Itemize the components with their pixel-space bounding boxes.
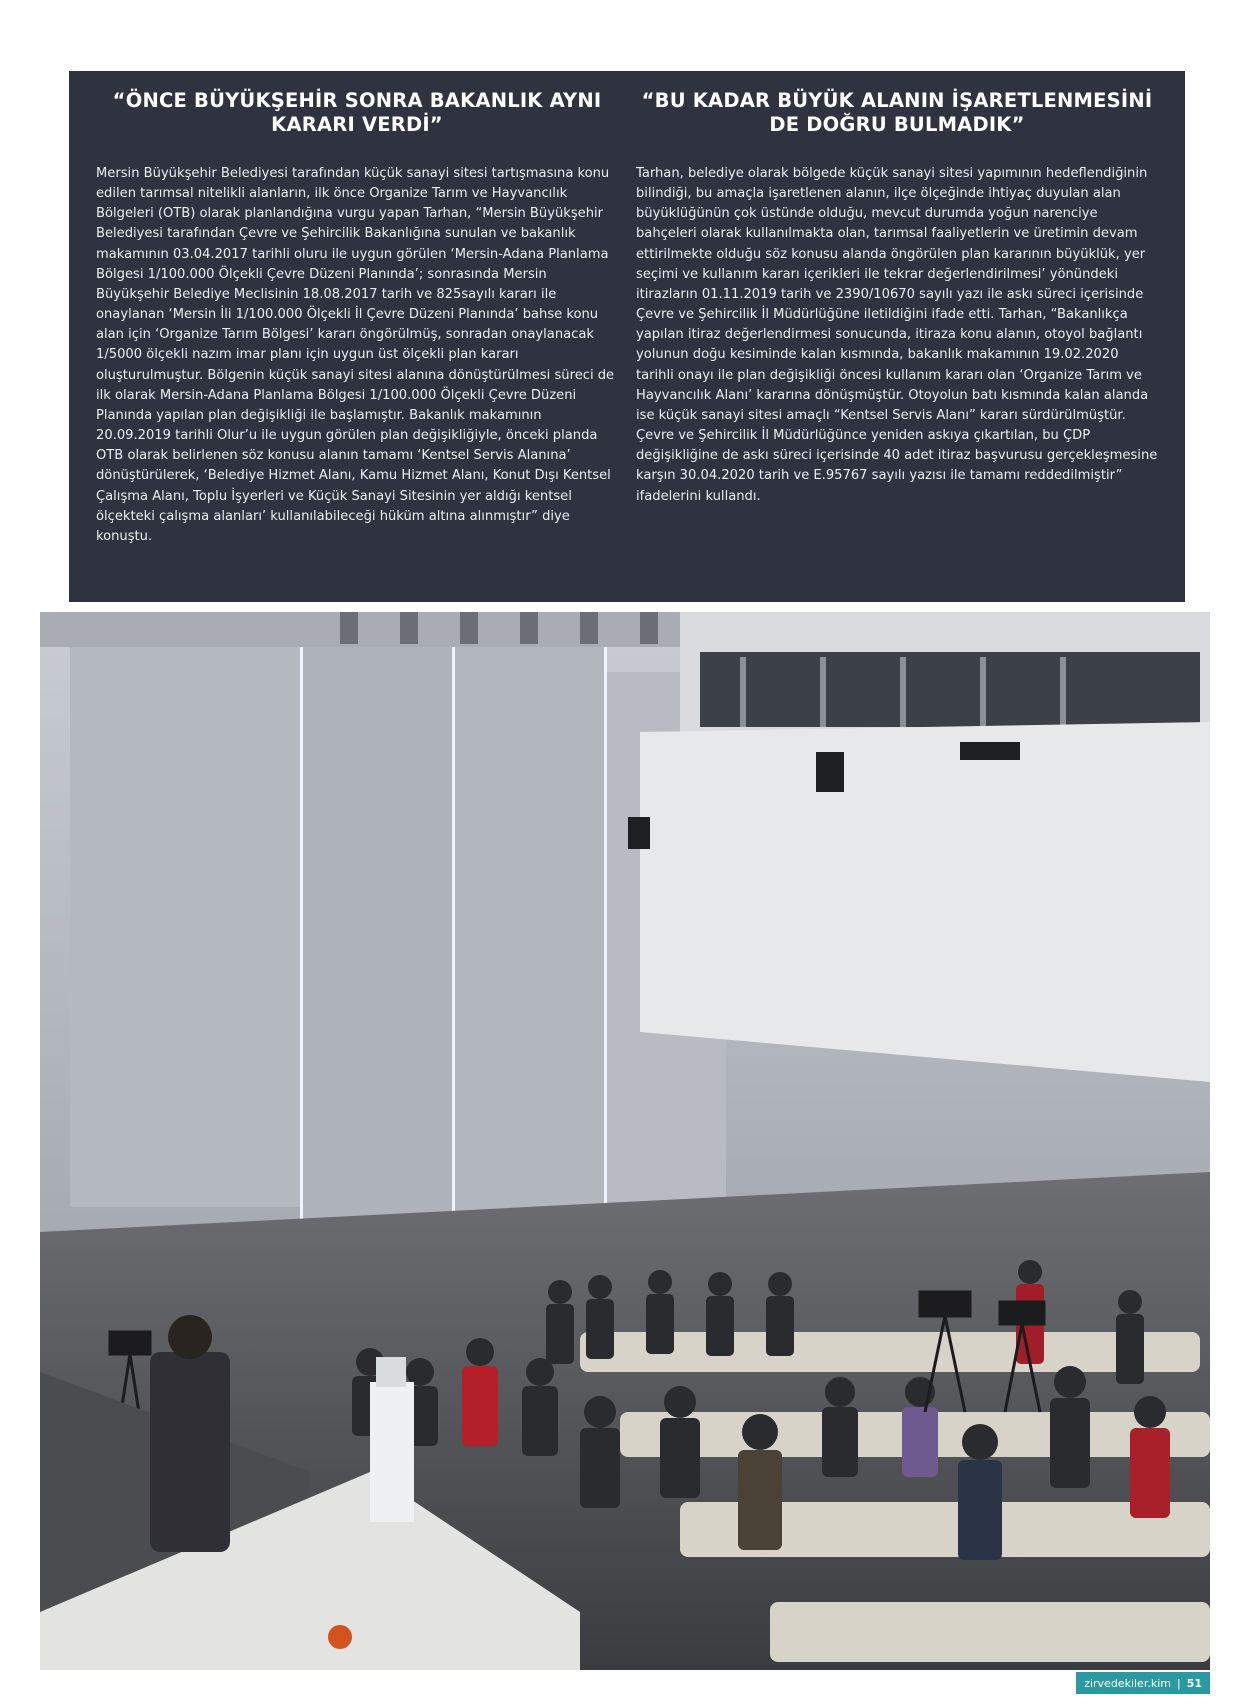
balcony bbox=[640, 612, 1210, 1082]
right-column bbox=[636, 89, 1158, 507]
footer-site: zirvedekiler.kim bbox=[1084, 1676, 1171, 1690]
left-column bbox=[96, 89, 618, 547]
meeting-photo bbox=[40, 612, 1210, 1670]
left-column-body: Mersin Büyükşehir Belediyesi tarafından küçük sanayi sitesi tartışmasına konu edilen tarımsal nitelikli alanların, ilk önce Organize Tarım ve Hayvancılık Bölgeleri (OTB) olarak planlandığına vurgu yapan Tarhan, “Mersin Büyükşehir Belediyesi tarafından Çevre ve Şehircilik Bakanlığına sunulan ve bakanlık makamının 03.04.2017 tarihli oluru ile uygun görülen ‘Mersin-Adana Planlama Bölgesi 1/100.000 Ölçekli Çevre Düzeni Planında’; sonrasında Mersin Büyükşehir Belediye Meclisinin 18.08.2017 tarih ve 825sayılı kararı ile onaylanan ‘Mersin İli 1/100.000 Ölçekli İl Çevre Düzeni Planında’ bahse konu alan için ‘Organize Tarım Bölgesi’ kararı öngörülmüş, sonradan onaylanacak 1/5000 ölçekli nazım imar planı için uygun üst ölçekli plan kararı oluşturulmuştur. Bölgenin küçük sanayi sitesi alanına dönüştürülmesi süreci de ilk olarak Mersin-Adana Planlama Bölgesi 1/100.000 Ölçekli Çevre Düzeni Planında yapılan plan değişikliği ile başlamıştır. Bakanlık makamının 20.09.2019 tarihli Olur’u ile uygun görülen plan değişikliğiyle, önceki planda OTB olarak belirlenen söz konusu alanın tamamı ‘Kentsel Servis Alanına’ dönüştürülerek, ‘Belediye Hizmet Alanı, Kamu Hizmet Alanı, Konut Dışı Kentsel Çalışma Alanı, Toplu İşyerleri ve Küçük Sanayi Sitesinin yer aldığı kentsel ölçekteki çalışma alanları’ kullanılabileceği hüküm altına alınmıştır” diye konuştu. bbox=[96, 166, 615, 544]
footer-separator: | bbox=[1176, 1676, 1181, 1690]
page-footer bbox=[1076, 1672, 1210, 1694]
curtains bbox=[70, 647, 726, 1247]
quote-panel bbox=[69, 71, 1185, 602]
right-column-title: “BU KADAR BÜYÜK ALANIN İŞARETLENMESİNİ DE DOĞRU BULMADIK” bbox=[641, 89, 1153, 136]
left-column-title: “ÖNCE BÜYÜKŞEHİR SONRA BAKANLIK AYNI KARARI VERDİ” bbox=[112, 89, 602, 136]
right-column-body: Tarhan, belediye olarak bölgede küçük sanayi sitesi yapımının hedeflendiğinin bilindiği, bu amaçla işaretlenen alanın, ilçe ölçeğinde ihtiyaç duyulan alan büyüklüğünün çok üstünde olduğu, mevcut durumda yoğun narenciye bahçeleri olarak kullanılmakta olan, tarımsal faaliyetlerin ve üretimin devam ettirilmekte olduğu söz konusu alanda öngörülen plan kararının büyüklük, yer seçimi ve kullanım kararı içerikleri ile tekrar değerlendirilmesi’ yönündeki itirazların 01.11.2019 tarih ve 2390/10670 sayılı yazı ile askı süreci içerisinde Çevre ve Şehircilik İl Müdürlüğüne iletildiğini ifade etti. Tarhan, “Bakanlıkça yapılan itiraz değerlendirmesi sonucunda, itiraza konu alanın, otoyol bağlantı yolunun doğu kesiminde kalan kısmında, bakanlık makamının 19.02.2020 tarihli onayı ile plan değişikliği öncesi kullanım kararı olan ‘Organize Tarım ve Hayvancılık Alanı’ kararına dönüşmüştür. Otoyolun batı kısmında kalan alanda ise küçük sanayi sitesi amaçlı “Kentsel Servis Alanı” kararı sürdürülmüştür. Çevre ve Şehircilik İl Müdürlüğünce yeniden askıya çıkartılan, bu ÇDP değişikliğine de askı süreci içerisinde 40 adet itiraz başvurusu gerçekleşmesine karşın 30.04.2020 tarih ve E.95767 sayılı yazısı ile tamamı reddedilmiştir” ifadelerini kullandı. bbox=[636, 166, 1158, 504]
meeting-hall-illustration bbox=[40, 612, 1210, 1670]
page-number: 51 bbox=[1186, 1676, 1202, 1690]
